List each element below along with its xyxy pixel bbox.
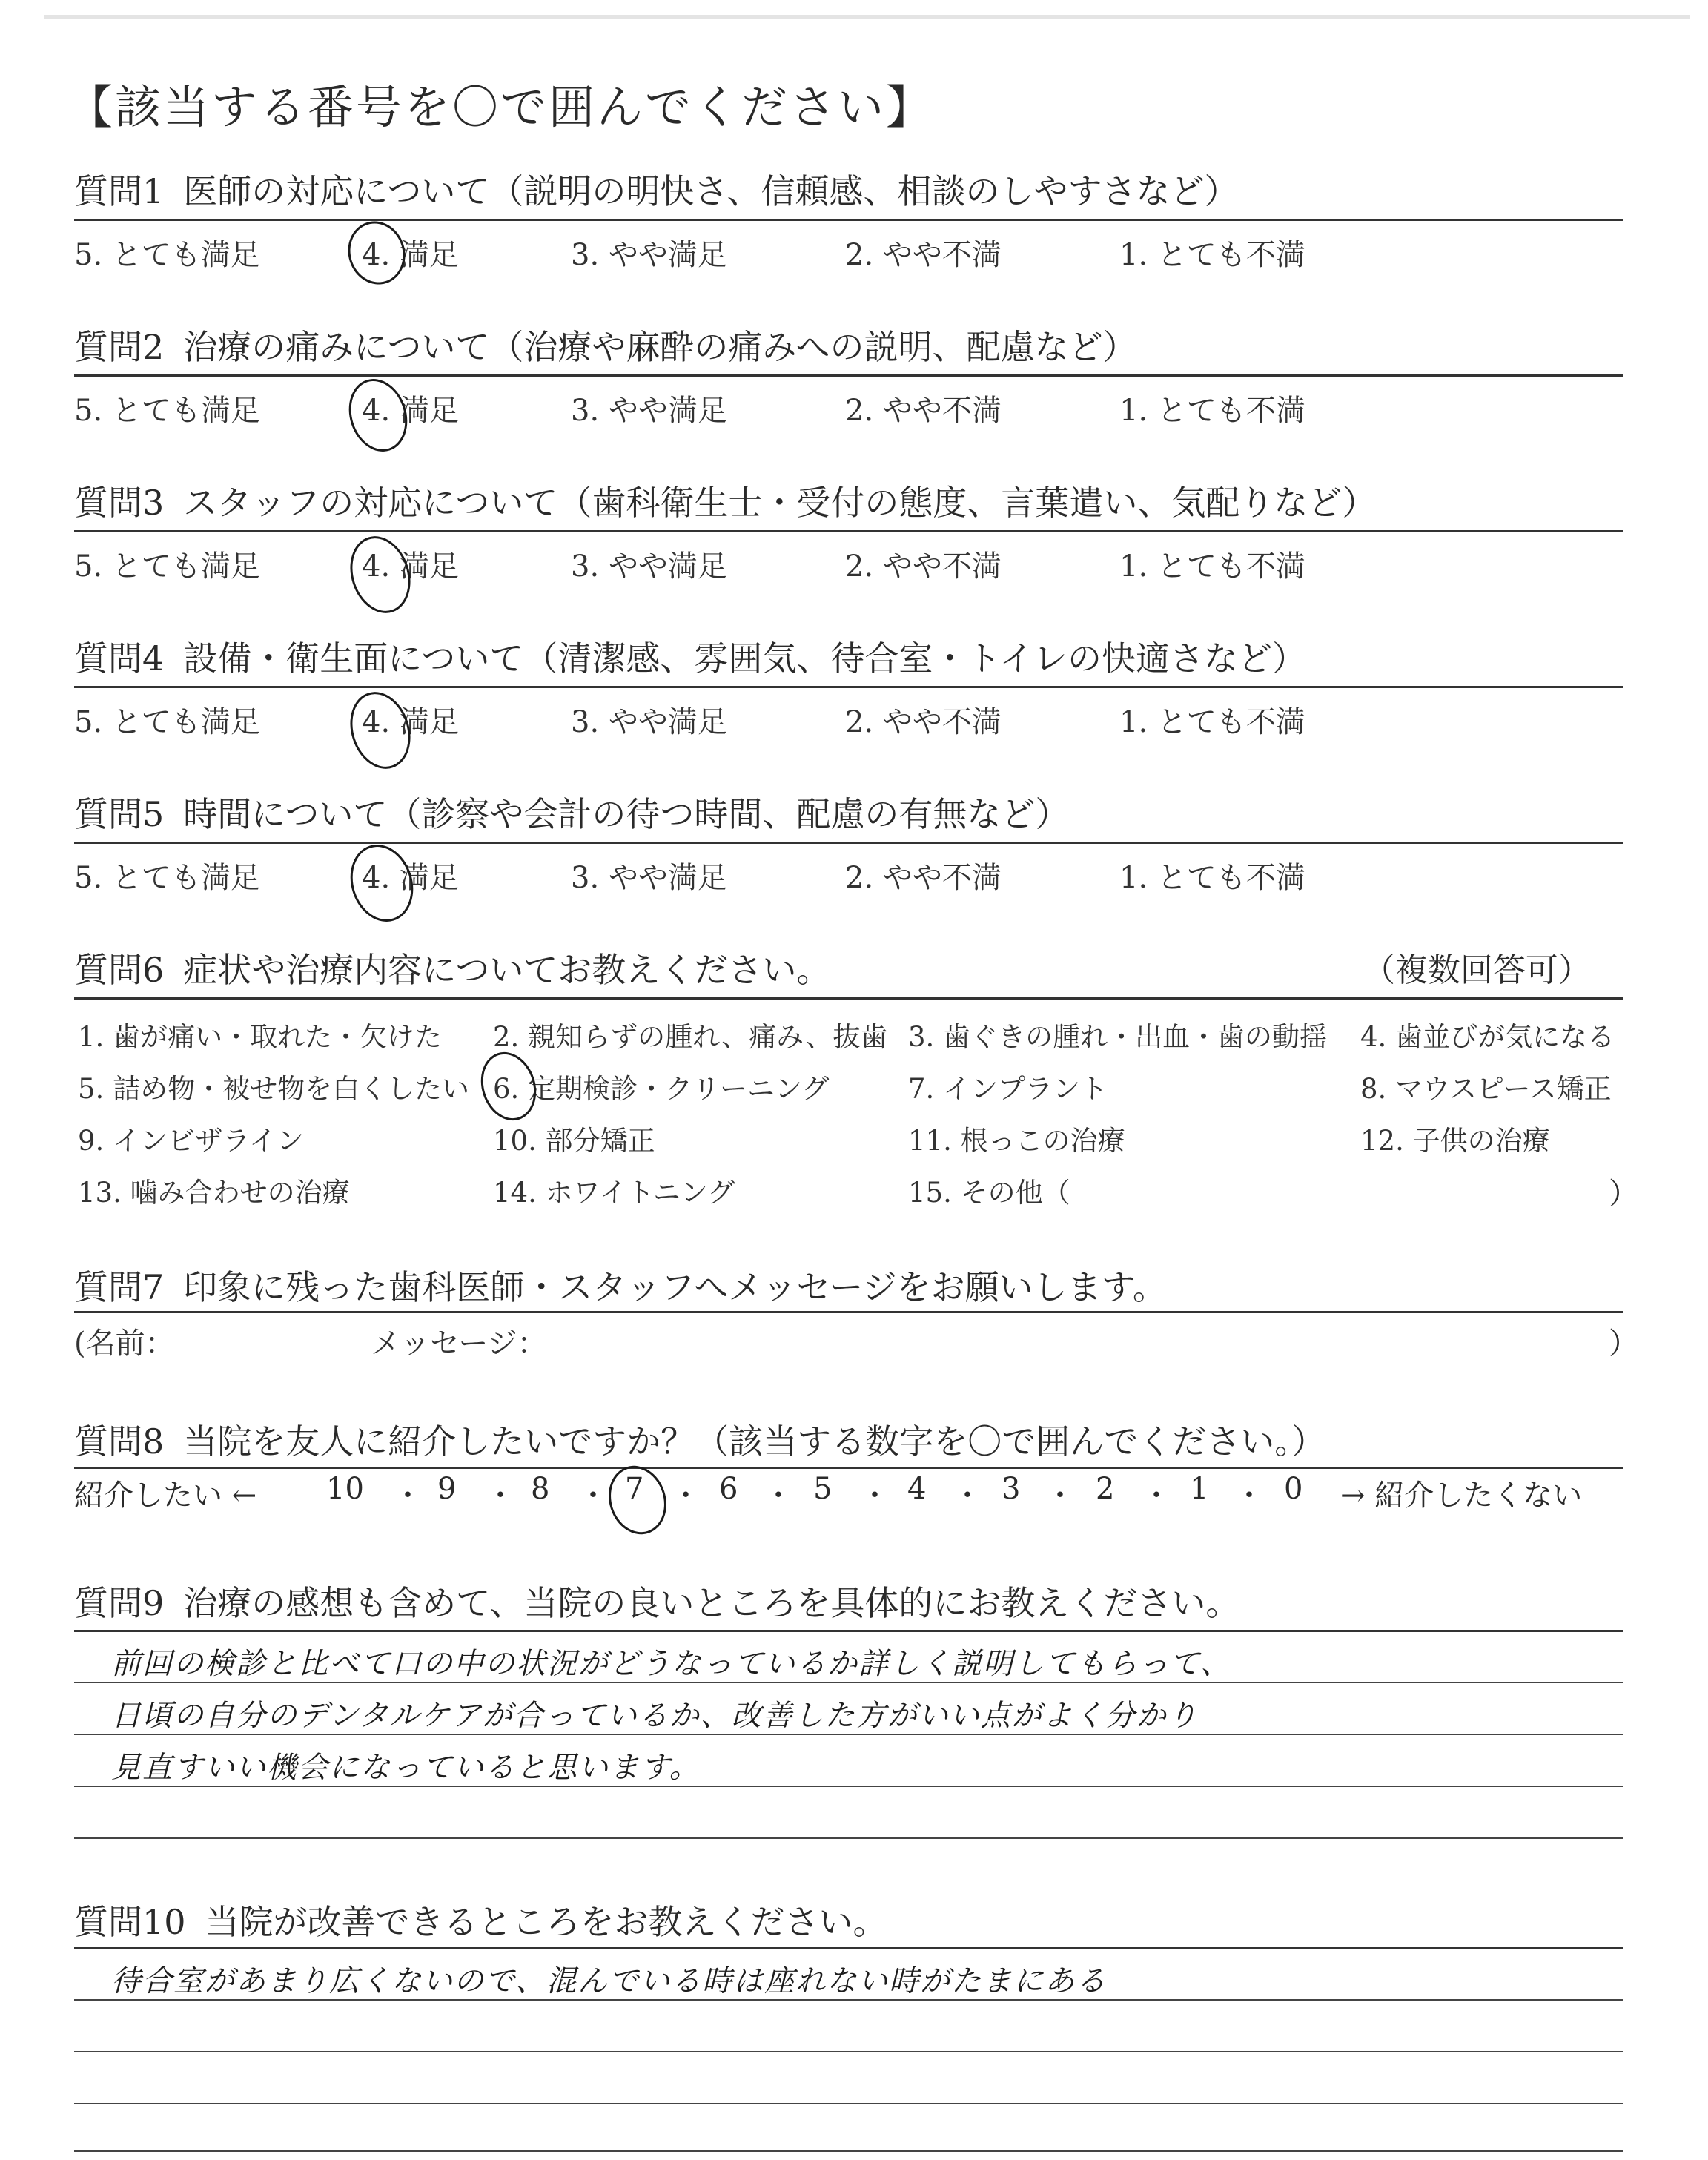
q1-option-5[interactable]: 5. とても満足: [74, 238, 260, 272]
q3-option-1[interactable]: 1. とても不満: [1119, 549, 1305, 584]
question-4-rule: [74, 686, 1623, 688]
question-5-heading: [74, 787, 1069, 836]
scale-separator: ・: [486, 1479, 515, 1513]
scale-right-label: → 紹介したくない: [1340, 1479, 1583, 1513]
scale-value-9[interactable]: 9: [437, 1472, 457, 1506]
question-4-heading: [74, 632, 1306, 681]
question-6-rule: [74, 997, 1623, 1000]
question-9-heading: [74, 1576, 1239, 1625]
q1-option-3[interactable]: 3. やや満足: [571, 238, 727, 272]
answer-line: [74, 2150, 1623, 2152]
question-8-heading: [74, 1415, 1325, 1464]
q4-option-2[interactable]: 2. やや不満: [845, 705, 1002, 739]
q6-option-2[interactable]: 2. 親知らずの腫れ、痛み、抜歯: [493, 1021, 888, 1053]
q2-option-1[interactable]: 1. とても不満: [1119, 394, 1305, 428]
q9-answer-line-1: 前回の検診と比べて口の中の状況がどうなっているか詳しく説明してもらって、: [111, 1647, 1232, 1681]
scale-separator: ・: [953, 1479, 982, 1513]
q5-option-4[interactable]: 4. 満足: [362, 861, 459, 895]
question-number: 質問8: [74, 1421, 165, 1462]
scale-value-6[interactable]: 6: [719, 1472, 738, 1506]
q5-option-3[interactable]: 3. やや満足: [571, 861, 727, 895]
answer-line: [74, 1786, 1623, 1787]
question-text: 治療の痛みについて（治療や麻酔の痛みへの説明、配慮など）: [183, 327, 1137, 367]
q3-option-4[interactable]: 4. 満足: [362, 549, 459, 584]
question-10-rule: [74, 1947, 1623, 1949]
scale-value-2[interactable]: 2: [1096, 1472, 1115, 1506]
q7-message-label: メッセージ：: [371, 1327, 547, 1361]
q9-answer-line-2: 日頃の自分のデンタルケアが合っているか、改善した方がいい点がよく分かり: [111, 1699, 1199, 1733]
scale-value-4[interactable]: 4: [907, 1472, 927, 1506]
q8-selection-circle: [600, 1459, 675, 1542]
q2-selection-circle: [340, 371, 416, 460]
q6-option-4[interactable]: 4. 歯並びが気になる: [1360, 1021, 1615, 1053]
q1-option-4[interactable]: 4. 満足: [362, 238, 459, 272]
q5-selection-circle: [341, 836, 423, 930]
question-text: 医師の対応について（説明の明快さ、信頼感、相談のしやすさなど）: [183, 171, 1239, 211]
scale-separator: ・: [1142, 1479, 1171, 1513]
scale-separator: ・: [860, 1479, 890, 1513]
scale-separator: ・: [671, 1479, 701, 1513]
question-number: 質問5: [74, 794, 165, 834]
q4-option-1[interactable]: 1. とても不満: [1119, 705, 1305, 739]
question-text: スタッフの対応について（歯科衛生士・受付の態度、言葉遣い、気配りなど）: [183, 483, 1377, 523]
question-text: 治療の感想も含めて、当院の良いところを具体的にお教えください。: [183, 1583, 1240, 1623]
q6-selection-circle: [472, 1045, 545, 1128]
q6-option-15[interactable]: 15. その他（: [908, 1177, 1070, 1209]
q6-option-3[interactable]: 3. 歯ぐきの腫れ・出血・歯の動揺: [908, 1021, 1328, 1053]
q1-option-2[interactable]: 2. やや不満: [845, 238, 1002, 272]
answer-line: [74, 1999, 1623, 2001]
q2-option-2[interactable]: 2. やや不満: [845, 394, 1002, 428]
scale-left-label: 紹介したい ←: [74, 1479, 257, 1513]
q6-option-13[interactable]: 13. 噛み合わせの治療: [78, 1177, 350, 1209]
question-3-rule: [74, 530, 1623, 532]
scale-value-8[interactable]: 8: [531, 1472, 550, 1506]
question-1-heading: [74, 165, 1239, 214]
question-6-heading: [74, 943, 830, 992]
question-number: 質問6: [74, 950, 165, 990]
page-title: 【該当する番号を〇で囲んでください】: [67, 80, 935, 134]
answer-line: [74, 2103, 1623, 2104]
q6-option-7[interactable]: 7. インプラント: [908, 1073, 1108, 1105]
q5-option-5[interactable]: 5. とても満足: [74, 861, 260, 895]
question-9-rule: [74, 1630, 1623, 1632]
q10-answer-line-1: 待合室があまり広くないので、混んでいる時は座れない時がたまにある: [111, 1964, 1108, 1998]
answer-line: [74, 2051, 1623, 2052]
question-2-rule: [74, 374, 1623, 377]
question-7-heading: [74, 1261, 1167, 1309]
q6-other-close-paren: ）: [1609, 1177, 1638, 1211]
question-number: 質問10: [74, 1902, 186, 1942]
question-2-heading: [74, 320, 1136, 369]
q6-option-1[interactable]: 1. 歯が痛い・取れた・欠けた: [78, 1021, 443, 1053]
scale-separator: ・: [1234, 1479, 1264, 1513]
question-text: 当院を友人に紹介したいですか？（該当する数字を〇で囲んでください。）: [183, 1421, 1326, 1462]
question-text: 印象に残った歯科医師・スタッフへメッセージをお願いします。: [183, 1267, 1167, 1307]
top-edge-line: [44, 15, 1690, 19]
question-10-heading: [74, 1895, 887, 1944]
q6-option-11[interactable]: 11. 根っこの治療: [908, 1125, 1125, 1157]
q4-option-3[interactable]: 3. やや満足: [571, 705, 727, 739]
question-text: 設備・衛生面について（清潔感、雰囲気、待合室・トイレの快適さなど）: [183, 638, 1307, 678]
q2-option-4[interactable]: 4. 満足: [362, 394, 459, 428]
question-number: 質問1: [74, 171, 165, 211]
question-7-rule: [74, 1311, 1623, 1313]
question-number: 質問2: [74, 327, 165, 367]
scale-separator: ・: [764, 1479, 793, 1513]
question-1-rule: [74, 219, 1623, 221]
scale-separator: ・: [578, 1479, 608, 1513]
q7-name-label: (名前：: [74, 1327, 175, 1361]
q6-option-10[interactable]: 10. 部分矯正: [493, 1125, 655, 1157]
q7-close-paren: ）: [1609, 1327, 1638, 1361]
question-text: 時間について（診察や会計の待つ時間、配慮の有無など）: [183, 794, 1070, 834]
q4-option-4[interactable]: 4. 満足: [362, 705, 459, 739]
question-number: 質問3: [74, 483, 165, 523]
q6-option-5[interactable]: 5. 詰め物・被せ物を白くしたい: [78, 1073, 470, 1105]
question-number: 質問9: [74, 1583, 165, 1623]
q1-option-1[interactable]: 1. とても不満: [1119, 238, 1305, 272]
q4-option-5[interactable]: 5. とても満足: [74, 705, 260, 739]
q6-option-6[interactable]: 6. 定期検診・クリーニング: [493, 1073, 830, 1105]
question-8-rule: [74, 1467, 1623, 1469]
q6-option-14[interactable]: 14. ホワイトニング: [493, 1177, 735, 1209]
scale-value-5[interactable]: 5: [813, 1472, 833, 1506]
scale-separator: ・: [1045, 1479, 1075, 1513]
q2-option-5[interactable]: 5. とても満足: [74, 394, 260, 428]
q5-option-2[interactable]: 2. やや不満: [845, 861, 1002, 895]
q3-option-2[interactable]: 2. やや不満: [845, 549, 1002, 584]
q6-option-12[interactable]: 12. 子供の治療: [1360, 1125, 1550, 1157]
scale-value-0[interactable]: 0: [1284, 1472, 1303, 1506]
multiple-answers-note: （複数回答可）: [1363, 951, 1591, 989]
scale-value-7[interactable]: 7: [625, 1472, 644, 1506]
question-3-heading: [74, 476, 1376, 525]
scale-separator: ・: [393, 1479, 423, 1513]
scale-value-3[interactable]: 3: [1002, 1472, 1021, 1506]
answer-line: [74, 1837, 1623, 1839]
q6-option-9[interactable]: 9. インビザライン: [78, 1125, 304, 1157]
question-5-rule: [74, 842, 1623, 844]
scale-value-1[interactable]: 1: [1190, 1472, 1209, 1506]
q2-option-3[interactable]: 3. やや満足: [571, 394, 727, 428]
q9-answer-line-3: 見直すいい機会になっていると思います。: [111, 1751, 701, 1785]
question-number: 質問4: [74, 638, 165, 678]
recommend-scale: [0, 1472, 1708, 1516]
q3-option-3[interactable]: 3. やや満足: [571, 549, 727, 584]
question-text: 当院が改善できるところをお教えください。: [205, 1902, 887, 1942]
q3-option-5[interactable]: 5. とても満足: [74, 549, 260, 584]
question-number: 質問7: [74, 1267, 165, 1307]
question-text: 症状や治療内容についてお教えください。: [183, 950, 831, 990]
answer-line: [74, 1682, 1623, 1683]
q5-option-1[interactable]: 1. とても不満: [1119, 861, 1305, 895]
answer-line: [74, 1734, 1623, 1735]
q6-option-8[interactable]: 8. マウスピース矯正: [1360, 1073, 1612, 1105]
q1-selection-circle: [340, 214, 414, 291]
scale-value-10[interactable]: 10: [326, 1472, 364, 1506]
